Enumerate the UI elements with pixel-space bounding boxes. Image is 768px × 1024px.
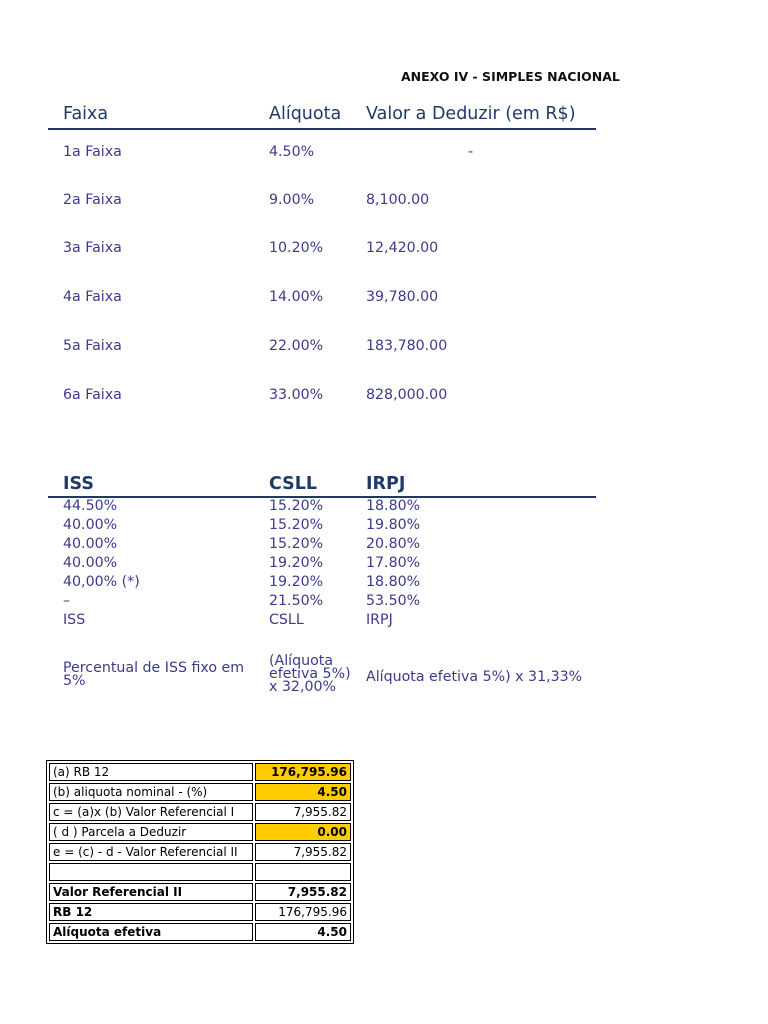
col-header-irpj: IRPJ <box>366 474 406 494</box>
calc-label[interactable]: e = (c) - d - Valor Referencial II <box>49 843 253 861</box>
calc-label[interactable]: RB 12 <box>49 903 253 921</box>
iss-value: – <box>63 593 71 609</box>
calc-value[interactable] <box>255 863 351 881</box>
faixa-aliquota: 33.00% <box>269 387 324 403</box>
table-row <box>49 783 351 801</box>
irpj-value: 53.50% <box>366 593 421 609</box>
col-header-valor-deduzir: Valor a Deduzir (em R$) <box>366 104 576 124</box>
faixa-valor: - <box>468 144 474 160</box>
iss-value: ISS <box>63 612 86 628</box>
col-header-faixa: Faixa <box>63 104 109 124</box>
calc-label[interactable]: c = (a)x (b) Valor Referencial I <box>49 803 253 821</box>
calc-value[interactable]: 7,955.82 <box>255 803 351 821</box>
irpj-value: 18.80% <box>366 498 421 514</box>
iss-value: 40,00% (*) <box>63 574 140 590</box>
calc-value[interactable]: 176,795.96 <box>255 763 351 781</box>
csll-value: 19.20% <box>269 574 324 590</box>
csll-value: 21.50% <box>269 593 324 609</box>
calc-value[interactable]: 7,955.82 <box>255 883 351 901</box>
csll-value: 15.20% <box>269 517 324 533</box>
calc-value[interactable]: 176,795.96 <box>255 903 351 921</box>
table-row <box>49 903 351 921</box>
faixa-aliquota: 4.50% <box>269 144 315 160</box>
faixa-valor: 12,420.00 <box>366 240 439 256</box>
table-row <box>49 883 351 901</box>
iss-value: 44.50% <box>63 498 118 514</box>
calc-label[interactable]: Alíquota efetiva <box>49 923 253 941</box>
calculation-table <box>46 760 354 944</box>
calc-label[interactable]: (a) RB 12 <box>49 763 253 781</box>
faixa-aliquota: 22.00% <box>269 338 324 354</box>
calc-value[interactable]: 7,955.82 <box>255 843 351 861</box>
faixa-valor: 39,780.00 <box>366 289 439 305</box>
csll-value: 15.20% <box>269 536 324 552</box>
faixa-label: 6a Faixa <box>63 387 122 403</box>
faixa-valor: 8,100.00 <box>366 192 430 208</box>
table-row <box>49 803 351 821</box>
faixa-valor: 183,780.00 <box>366 338 448 354</box>
faixa-aliquota: 14.00% <box>269 289 324 305</box>
table-row <box>49 823 351 841</box>
table-row <box>49 863 351 881</box>
faixa-label: 4a Faixa <box>63 289 122 305</box>
table-row <box>49 843 351 861</box>
iss-value: 40.00% <box>63 536 118 552</box>
irpj-value: IRPJ <box>366 612 393 628</box>
faixa-label: 1a Faixa <box>63 144 122 160</box>
calc-label[interactable]: Valor Referencial II <box>49 883 253 901</box>
calc-label[interactable]: ( d ) Parcela a Deduzir <box>49 823 253 841</box>
table-row <box>49 923 351 941</box>
calc-value[interactable]: 4.50 <box>255 923 351 941</box>
iss-note: Percentual de ISS fixo em 5% <box>63 660 245 689</box>
faixa-label: 3a Faixa <box>63 240 122 256</box>
col-header-aliquota: Alíquota <box>269 104 342 124</box>
iss-value: 40.00% <box>63 517 118 533</box>
csll-value: 15.20% <box>269 498 324 514</box>
faixa-label: 5a Faixa <box>63 338 122 354</box>
iss-value: 40.00% <box>63 555 118 571</box>
calc-value[interactable]: 0.00 <box>255 823 351 841</box>
csll-value: CSLL <box>269 612 304 628</box>
irpj-value: 18.80% <box>366 574 421 590</box>
sheet-title: ANEXO IV - SIMPLES NACIONAL <box>401 69 620 84</box>
calc-value[interactable]: 4.50 <box>255 783 351 801</box>
calc-label[interactable]: (b) aliquota nominal - (%) <box>49 783 253 801</box>
header-divider <box>48 128 596 130</box>
irpj-value: 17.80% <box>366 555 421 571</box>
calc-label[interactable] <box>49 863 253 881</box>
csll-value: 19.20% <box>269 555 324 571</box>
table-row <box>49 763 351 781</box>
faixa-aliquota: 10.20% <box>269 240 324 256</box>
faixa-label: 2a Faixa <box>63 192 122 208</box>
faixa-valor: 828,000.00 <box>366 387 448 403</box>
faixa-aliquota: 9.00% <box>269 192 315 208</box>
col-header-csll: CSLL <box>269 474 318 494</box>
irpj-value: 19.80% <box>366 517 421 533</box>
irpj-note: Alíquota efetiva 5%) x 31,33% <box>366 669 583 685</box>
col-header-iss: ISS <box>63 474 94 494</box>
csll-note: (Alíquota efetiva 5%) x 32,00% <box>269 653 351 695</box>
irpj-value: 20.80% <box>366 536 421 552</box>
